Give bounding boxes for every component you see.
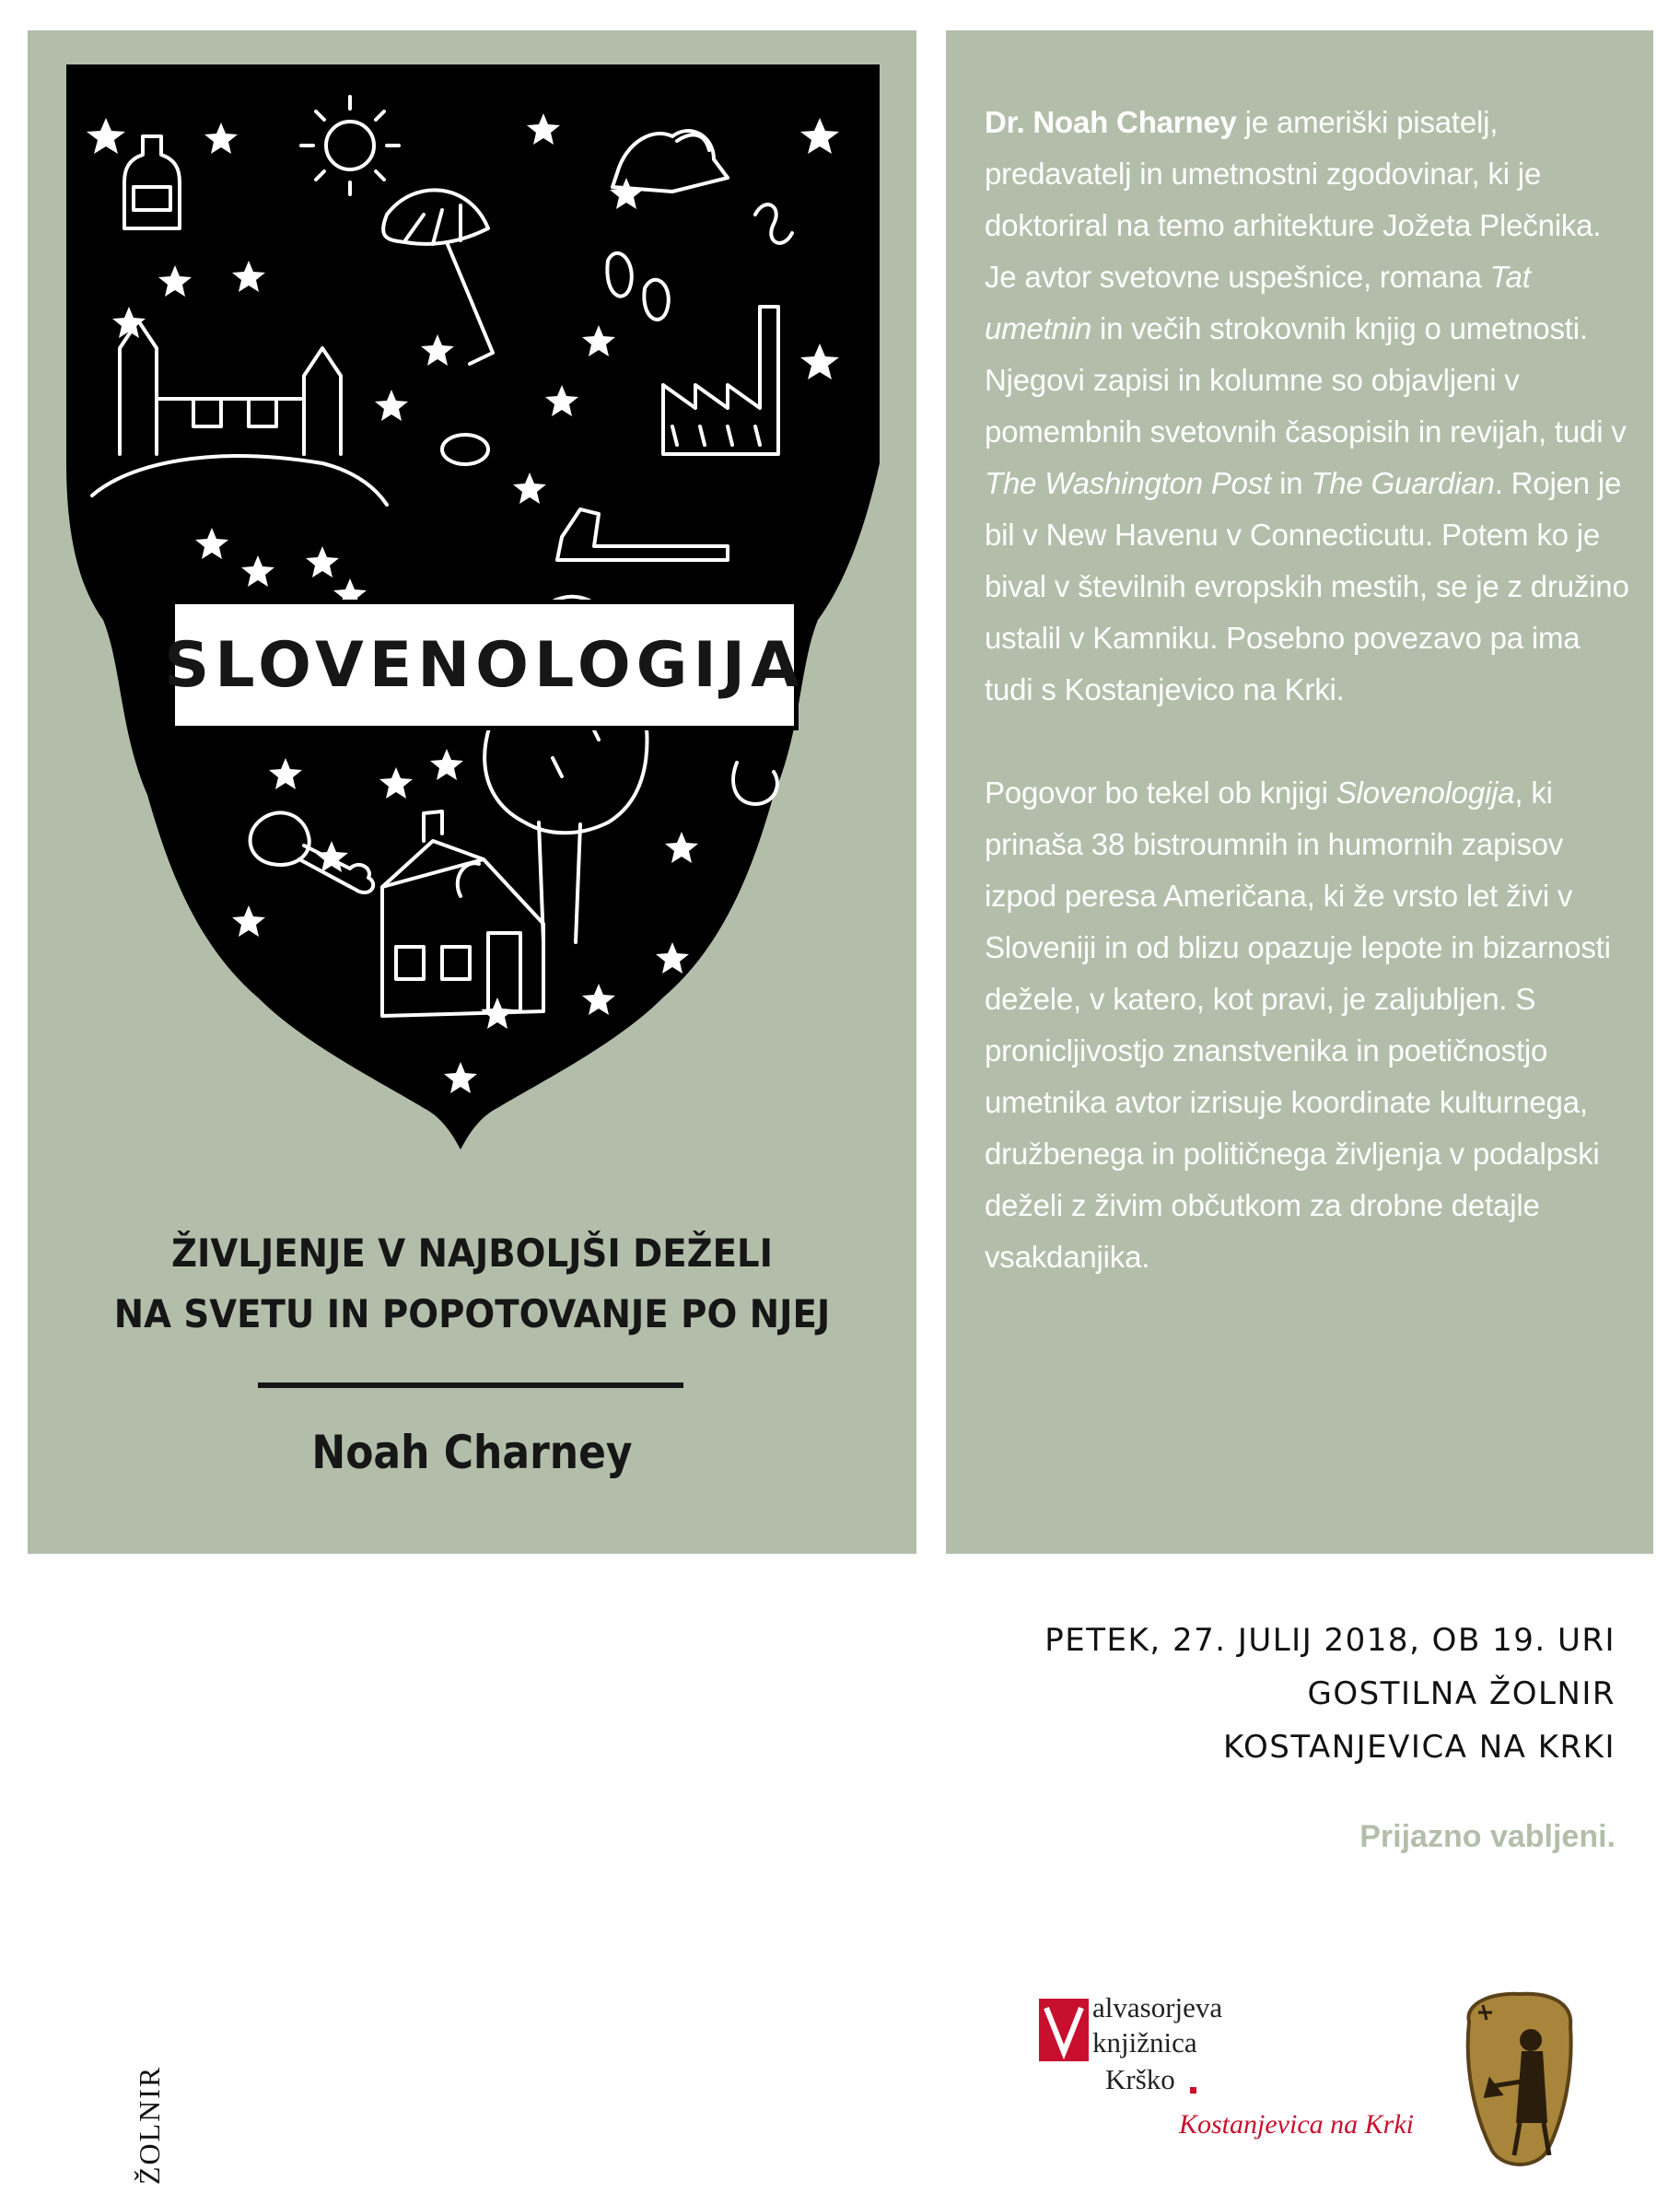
cover-divider (258, 1382, 683, 1388)
invitation-text: Prijazno vabljeni. (1359, 1819, 1616, 1854)
book-title: Slovenologija (1336, 776, 1515, 810)
text-run: in večih strokovnih knjig o umetnosti. Njegovi zapisi in kolumne so objavljeni v pomembnih svetovnih časopisih in revijah, tudi v (985, 311, 1627, 449)
event-place: KOSTANJEVICA NA KRKI (1223, 1729, 1616, 1766)
library-red-dot (1190, 2087, 1196, 2094)
text-run: . Rojen je bil v New Havenu v Connecticutu. Potem ko je bival v številnih evropskih mestih, se je z družino ustalil v Kamniku. Posebno povezavo pa ima tudi s Kostanjevico na Krki. (985, 466, 1629, 706)
description-panel (946, 30, 1653, 1554)
text-run: je ameriški pisatelj, predavatelj in umetnostni zgodovinar, ki je doktoriral na temo arhitekture Jožeta Plečnika. Je avtor svetovne uspešnice, romana (985, 105, 1602, 294)
newspaper-title: The Washington Post (985, 466, 1272, 500)
cover-subtitle (97, 1223, 846, 1345)
library-logo (1032, 1989, 1474, 2164)
text-run: Pogovor bo tekel ob knjigi (985, 776, 1336, 810)
author-name: Dr. Noah Charney (985, 105, 1237, 139)
event-venue: GOSTILNA ŽOLNIR (1307, 1675, 1616, 1712)
book-cover (28, 30, 916, 1554)
description-text (985, 97, 1629, 1335)
event-date: PETEK, 27. JULIJ 2018, OB 19. URI (1044, 1622, 1616, 1659)
description-paragraph (985, 97, 1629, 716)
library-name-line: Krško (1105, 2063, 1175, 2095)
cover-title: SLOVENOLOGIJA (164, 628, 805, 702)
zolnir-logo (1455, 1985, 1639, 2183)
library-name-line: alvasorjeva (1092, 1991, 1223, 2024)
library-name-line: knjižnica (1092, 2026, 1197, 2059)
description-paragraph (985, 767, 1629, 1283)
book-title: Tat umetnin (985, 260, 1531, 345)
newspaper-title: The Guardian (1311, 466, 1495, 500)
zolnir-name: ŽOLNIR (133, 2065, 166, 2185)
text-run: , ki prinaša 38 bistroumnih in humornih zapisov izpod peresa Američana, ki že vrsto let živi v Sloveniji in od blizu opazuje lepote in bizarnosti dežele, v katero, kot pravi, je zaljubljen. S pronicljivostjo znanstvenika in poetičnostjo umetnika avtor izrisuje koordinate kulturnega, družbenega in političnega življenja v podalpski deželi z živim občutkom za drobne detajle vsakdanjika. (985, 776, 1611, 1274)
zolnir-emblem-icon (1455, 1985, 1584, 2183)
library-v-mark-icon (1039, 1999, 1089, 2061)
event-details (1044, 1614, 1616, 1774)
cover-author: Noah Charney (311, 1426, 633, 1479)
text-run: in (1271, 466, 1312, 500)
cover-title-box (164, 600, 805, 730)
library-branch: Kostanjevica na Krki (1179, 2109, 1414, 2140)
cover-subtitle-line: NA SVETU IN POPOTOVANJE PO NJEJ (113, 1291, 831, 1336)
cover-subtitle-line: ŽIVLJENJE V NAJBOLJŠI DEŽELI (170, 1231, 774, 1276)
